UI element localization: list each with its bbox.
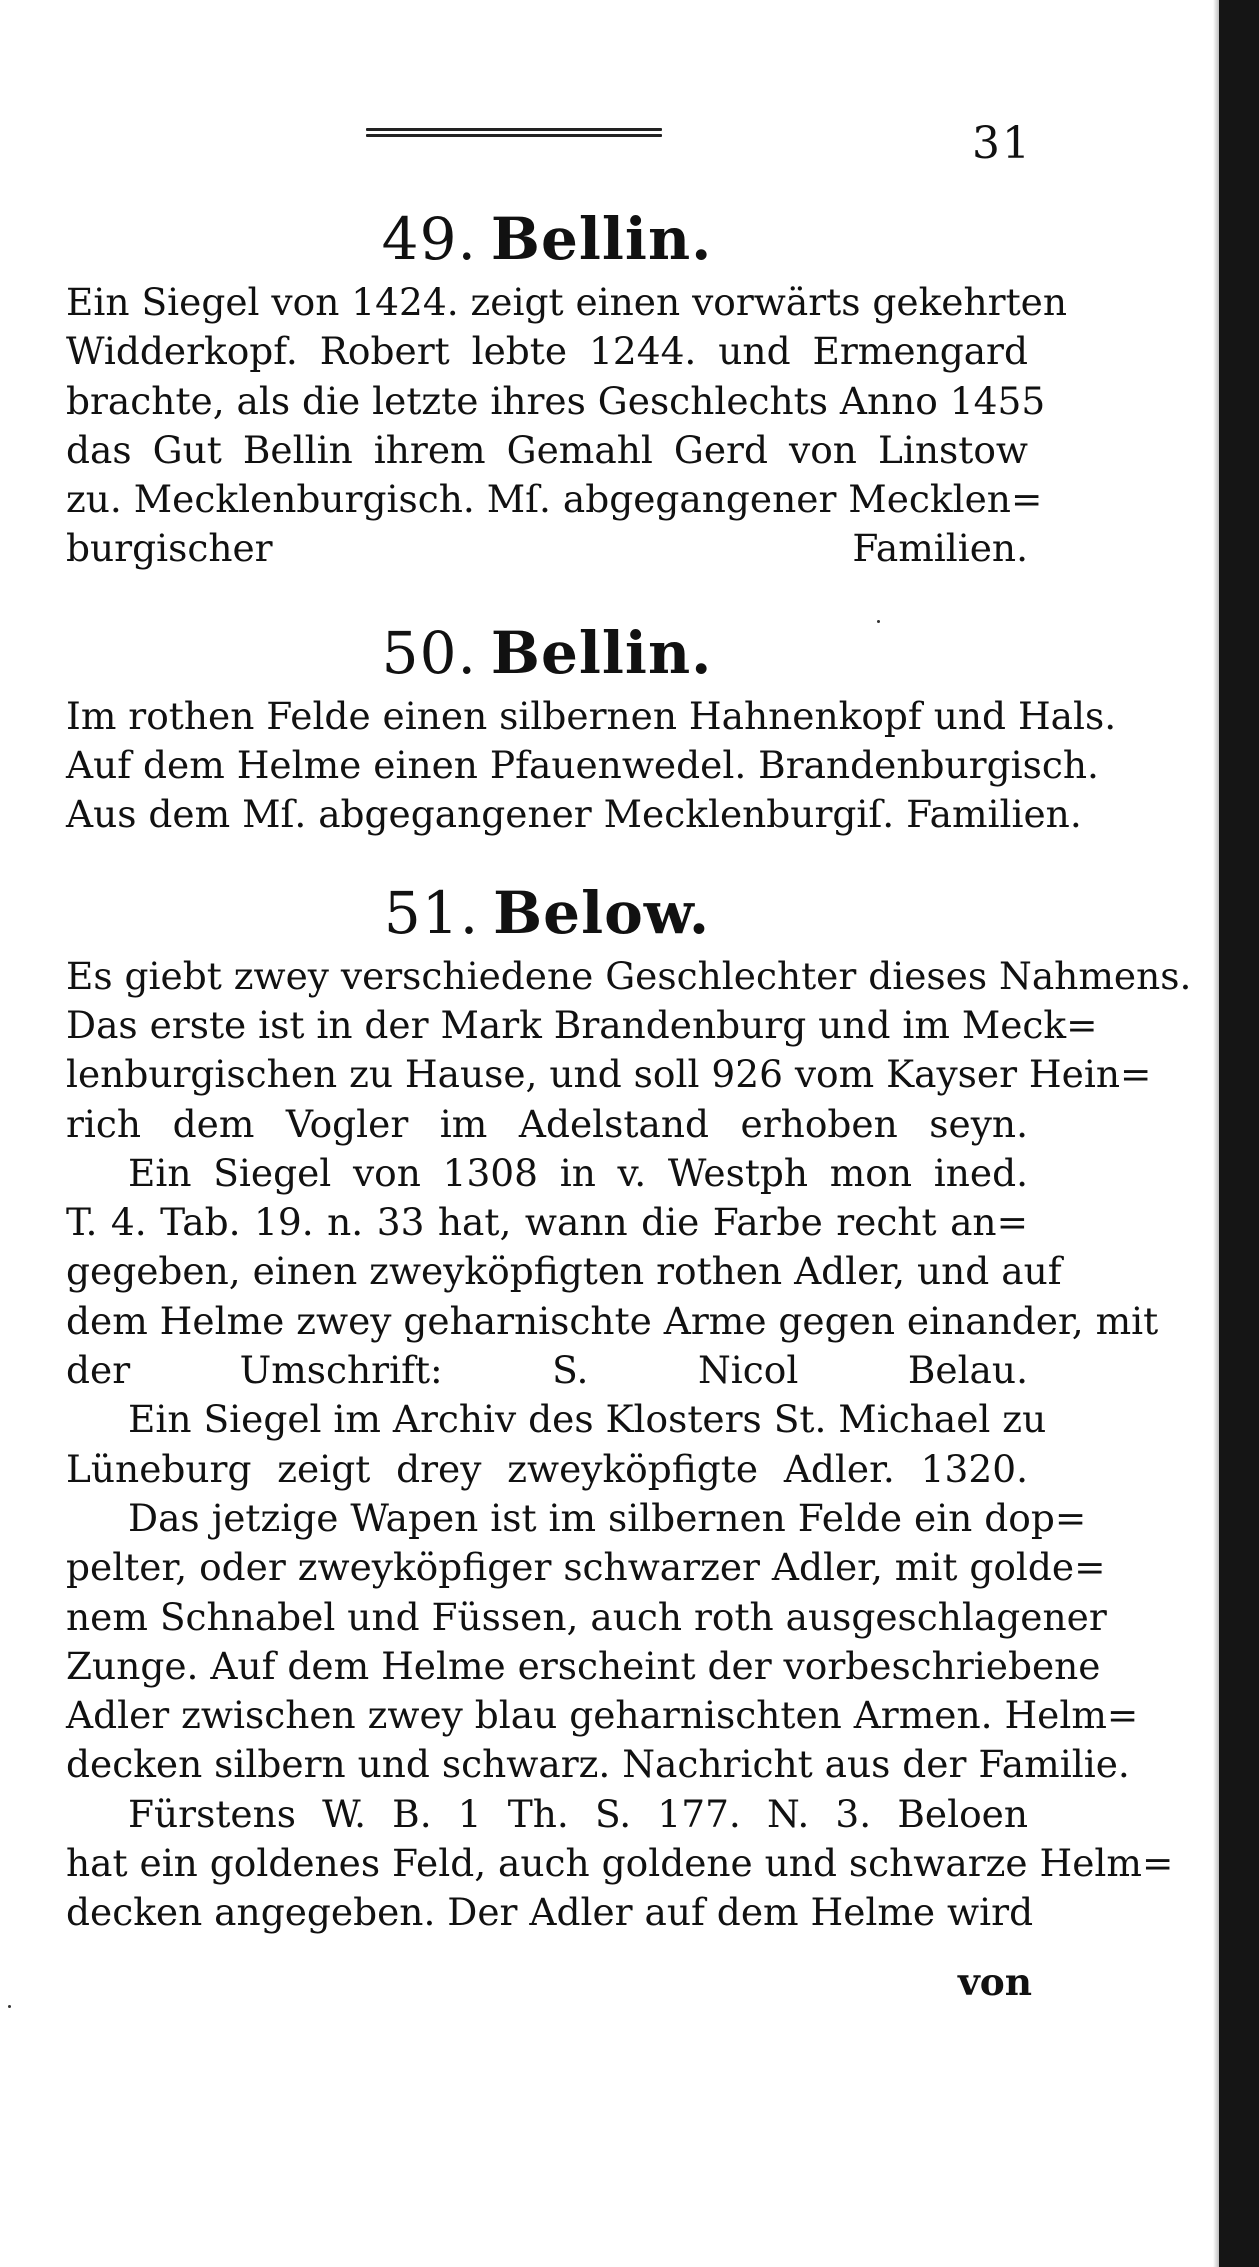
text-line: Ein Siegel von 1308 in v. Westph mon ined. [128,1150,1028,1195]
page-number: 31 [972,118,1032,169]
entry-51 [66,874,1192,1938]
print-speck [8,2005,11,2008]
entry-title: Below. [493,878,711,947]
print-speck [877,620,880,623]
text-line: hat ein goldenes Feld, auch goldene und schwarze Helm= [66,1841,1174,1886]
text-line: Im rothen Felde einen silbernen Hahnenkopf und Hals. [66,693,1117,738]
page-body [66,200,1192,1938]
text-line: Aus dem Mſ. abgegangener Mecklenburgiſ. Familien. [66,792,1082,837]
text-line: Das erste ist in der Mark Brandenburg und im Meck= [66,1002,1098,1047]
text-line: rich dem Vogler im Adelstand erhoben seyn. [66,1101,1028,1146]
text-line: Adler zwischen zwey blau geharnischten Armen. Helm= [66,1693,1139,1738]
text-line: Ein Siegel von 1424. zeigt einen vorwärts gekehrten [66,280,1067,324]
paragraph [66,278,1067,574]
header-rule [366,128,662,140]
text-line: brachte, als die letzte ihres Geschlechts Anno 1455 [66,378,1046,423]
text-line: decken angegeben. Der Adler auf dem Helme wird [66,1890,1034,1935]
entry-heading [66,200,1028,278]
text-line: Lüneburg zeigt drey zweyköpfigte Adler. 1320. [66,1446,1028,1491]
text-line: Ein Siegel im Archiv des Klosters St. Michael zu [128,1397,1047,1442]
text-line: dem Helme zwey geharnischte Arme gegen einander, mit [66,1298,1159,1343]
text-line: nem Schnabel und Füssen, auch roth ausgeschlagener [66,1594,1107,1639]
paragraph [66,692,1117,840]
text-line: zu. Mecklenburgisch. Mſ. abgegangener Mecklen= [66,477,1043,522]
text-line: burgischer Familien. [66,526,1028,571]
text-line: gegeben, einen zweyköpfigten rothen Adler, und auf [66,1249,1062,1294]
paragraph [66,1790,1174,1938]
entry-number: 51. [383,878,480,947]
catchword: von [958,1960,1033,2004]
page-edge [1219,0,1259,2267]
paragraph [66,1494,1139,1790]
text-line: T. 4. Tab. 19. n. 33 hat, wann die Farbe recht an= [66,1200,1028,1245]
text-line: Auf dem Helme einen Pfauenwedel. Brandenburgisch. [66,743,1099,788]
text-line: der Umschrift: S. Nicol Belau. [66,1348,1028,1393]
text-line: Widderkopf. Robert lebte 1244. und Ermengard [66,329,1028,374]
text-line: pelter, oder zweyköpfiger schwarzer Adler, mit golde= [66,1545,1106,1590]
text-line: decken silbern und schwarz. Nachricht aus der Familie. [66,1742,1130,1787]
text-line: Das jetzige Wapen ist im silbernen Felde ein dop= [128,1495,1087,1540]
entry-number: 49. [381,205,477,273]
entry-title: Bellin. [490,618,713,687]
entry-49 [66,200,1067,574]
entry-number: 50. [381,618,477,687]
text-line: Zunge. Auf dem Helme erscheint der vorbeschriebene [66,1643,1101,1688]
entry-heading [66,874,1028,952]
entry-50 [66,614,1117,840]
paragraph [66,1149,1159,1395]
paragraph [66,1395,1047,1494]
paragraph [66,952,1192,1149]
text-line: lenburgischen zu Hause, und soll 926 vom Kayser Hein= [66,1052,1152,1097]
entry-title: Bellin. [490,205,713,273]
text-line: Fürstens W. B. 1 Th. S. 177. N. 3. Beloen [128,1791,1028,1836]
entry-heading [66,614,1028,692]
text-line: das Gut Bellin ihrem Gemahl Gerd von Linstow [66,427,1028,472]
text-line: Es giebt zwey verschiedene Geschlechter dieses Nahmens. [66,953,1192,998]
